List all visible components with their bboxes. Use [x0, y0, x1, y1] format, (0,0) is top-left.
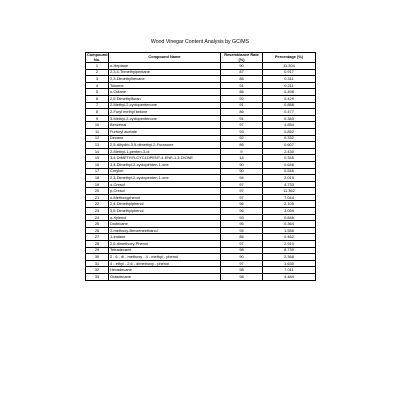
cell-percentage: 11.362 [263, 188, 316, 195]
cell-resemblance-rate: 91 [221, 115, 263, 122]
header-resemblance-rate: Resemblance Rate (%) [221, 53, 263, 63]
cell-compound-no: 27 [86, 234, 109, 241]
cell-compound-name: Hexadecane [109, 267, 221, 274]
cell-percentage: 0.498 [263, 89, 316, 96]
table-row [86, 109, 316, 116]
cell-resemblance-rate: 98 [221, 247, 263, 254]
cell-compound-no: 4 [86, 82, 109, 89]
cell-resemblance-rate: 86 [221, 142, 263, 149]
table-row [86, 260, 316, 267]
cell-percentage: 0.364 [263, 221, 316, 228]
cell-percentage: 0.311 [263, 76, 316, 83]
cell-percentage: 11.304 [263, 63, 316, 70]
cell-compound-no: 31 [86, 260, 109, 267]
cell-compound-name: 2,3-Dimethylhexane [109, 76, 221, 83]
cell-percentage: 0.462 [263, 234, 316, 241]
cell-compound-name: 2,3-Dimethyl-2-cyclopenten-1-one [109, 175, 221, 182]
cell-resemblance-rate: 9 [221, 148, 263, 155]
cell-compound-no: 14 [86, 148, 109, 155]
cell-resemblance-rate: 97 [221, 181, 263, 188]
cell-percentage: 0.332 [263, 135, 316, 142]
table-row [86, 115, 316, 122]
cell-resemblance-rate: 96 [221, 208, 263, 215]
cell-resemblance-rate: 97 [221, 188, 263, 195]
table-row [86, 227, 316, 234]
cell-compound-no: 21 [86, 194, 109, 201]
cell-percentage: 2.015 [263, 175, 316, 182]
cell-compound-name: 3,4-DIMETHYLCYCLOPENT-4-ENE-1,3-DIONE [109, 155, 221, 162]
cell-resemblance-rate: 98 [221, 267, 263, 274]
cell-percentage: 0.345 [263, 155, 316, 162]
table-row [86, 168, 316, 175]
cell-resemblance-rate: 93 [221, 214, 263, 221]
cell-compound-name: 2-methoxy-Benzeneethanol [109, 227, 221, 234]
cell-percentage: 8.730 [263, 247, 316, 254]
cell-percentage: 3.059 [263, 208, 316, 215]
cell-percentage: 1.630 [263, 260, 316, 267]
table-row [86, 274, 316, 281]
cell-compound-name: 1-Indane [109, 234, 221, 241]
cell-resemblance-rate: 86 [221, 76, 263, 83]
cell-percentage: 4.484 [263, 274, 316, 281]
cell-compound-name: o-Methoxyphenol [109, 194, 221, 201]
cell-resemblance-rate: 90 [221, 254, 263, 261]
cell-percentage: 0.477 [263, 109, 316, 116]
cell-compound-name: Corylon [109, 168, 221, 175]
table-row [86, 188, 316, 195]
cell-compound-name: n-Octane [109, 89, 221, 96]
cell-percentage: 0.607 [263, 142, 316, 149]
cell-percentage: 0.917 [263, 69, 316, 76]
cell-compound-name: o-Xylenol [109, 214, 221, 221]
cell-compound-name: 3,5-Dimethylphenol [109, 208, 221, 215]
cell-compound-name: 2,6-dimethoxy-Phenol [109, 241, 221, 248]
cell-percentage: 2.430 [263, 148, 316, 155]
cell-compound-no: 16 [86, 161, 109, 168]
cell-compound-no: 8 [86, 109, 109, 116]
cell-compound-no: 26 [86, 227, 109, 234]
cell-compound-name: 2,5-Dimethylfuran [109, 95, 221, 102]
cell-compound-no: 6 [86, 95, 109, 102]
header-compound-name: Compound Name [109, 53, 221, 63]
cell-percentage: 7.011 [263, 267, 316, 274]
cell-compound-name: 3,4-Dimethyl-2-cyclopenten-1-one [109, 161, 221, 168]
cell-compound-no: 2 [86, 69, 109, 76]
cell-compound-name: 4 - ethyl - 2,6 - dimethoxy - phenol [109, 260, 221, 267]
cell-compound-no: 29 [86, 247, 109, 254]
table-row [86, 241, 316, 248]
cell-compound-no: 9 [86, 115, 109, 122]
cell-compound-no: 10 [86, 122, 109, 129]
cell-percentage: 2.910 [263, 241, 316, 248]
table-row [86, 208, 316, 215]
cell-compound-no: 1 [86, 63, 109, 70]
table-row [86, 175, 316, 182]
cell-resemblance-rate: 98 [221, 274, 263, 281]
cell-resemblance-rate: 92 [221, 95, 263, 102]
table-row [86, 82, 316, 89]
cell-percentage: 0.648 [263, 161, 316, 168]
cell-compound-no: 23 [86, 208, 109, 215]
cell-compound-name: Toluene [109, 82, 221, 89]
table-row [86, 122, 316, 129]
table-row [86, 142, 316, 149]
cell-compound-no: 28 [86, 241, 109, 248]
cell-compound-no: 32 [86, 267, 109, 274]
cell-compound-name: Decane [109, 135, 221, 142]
cell-resemblance-rate: 94 [221, 227, 263, 234]
cell-resemblance-rate: 96 [221, 201, 263, 208]
cell-compound-no: 11 [86, 128, 109, 135]
cell-compound-no: 20 [86, 188, 109, 195]
cell-resemblance-rate: 86 [221, 234, 263, 241]
cell-compound-name: 2,5-dihydro-3,5-dimethyl-2-Furanone [109, 142, 221, 149]
cell-resemblance-rate: 93 [221, 128, 263, 135]
table-row [86, 95, 316, 102]
table-row [86, 247, 316, 254]
table-row [86, 155, 316, 162]
table-row [86, 214, 316, 221]
cell-percentage: 2.105 [263, 201, 316, 208]
table-row [86, 102, 316, 109]
cell-compound-name: Furfuryl acetate [109, 128, 221, 135]
cell-percentage: 4.854 [263, 122, 316, 129]
table-row [86, 181, 316, 188]
cell-compound-no: 22 [86, 201, 109, 208]
cell-resemblance-rate: 90 [221, 168, 263, 175]
table-row [86, 254, 316, 261]
cell-resemblance-rate: 86 [221, 89, 263, 96]
cell-compound-no: 33 [86, 274, 109, 281]
cell-compound-no: 15 [86, 155, 109, 162]
cell-resemblance-rate: 97 [221, 260, 263, 267]
table-row [86, 221, 316, 228]
cell-percentage: 0.888 [263, 102, 316, 109]
cell-compound-name: 2-Methyl-1-penten-3-ol [109, 148, 221, 155]
cell-compound-no: 24 [86, 214, 109, 221]
cell-resemblance-rate: 95 [221, 221, 263, 228]
cell-resemblance-rate: 90 [221, 161, 263, 168]
cell-compound-no: 3 [86, 76, 109, 83]
cell-compound-name: o-Cresol [109, 181, 221, 188]
table-row [86, 89, 316, 96]
cell-percentage: 0.546 [263, 168, 316, 175]
cell-percentage: 0.852 [263, 128, 316, 135]
cell-resemblance-rate: 97 [221, 194, 263, 201]
document-title: Wood Vinegar Content Analysis by GC/MS [150, 39, 250, 45]
cell-percentage: 0.383 [263, 115, 316, 122]
cell-compound-name: Benzenal [109, 122, 221, 129]
cell-compound-no: 25 [86, 221, 109, 228]
table-row [86, 267, 316, 274]
cell-resemblance-rate: 97 [221, 241, 263, 248]
cell-compound-name: 2,4-Dimethylphenol [109, 201, 221, 208]
cell-compound-name: p-Cresol [109, 188, 221, 195]
header-percentage: Percentage (%) [263, 53, 316, 63]
cell-compound-name: 2 , 6 - di - methoxy - 4 - methyl - phenol [109, 254, 221, 261]
cell-percentage: 1.556 [263, 227, 316, 234]
cell-compound-no: 30 [86, 254, 109, 261]
cell-compound-no: 7 [86, 102, 109, 109]
cell-compound-name: n-Heptane [109, 63, 221, 70]
cell-resemblance-rate: 92 [221, 135, 263, 142]
table-header-row [86, 53, 316, 63]
cell-resemblance-rate: 86 [221, 109, 263, 116]
table-row [86, 201, 316, 208]
cell-compound-name: Tetradecane [109, 247, 221, 254]
cell-percentage: 7.044 [263, 194, 316, 201]
header-compound-no: Compound No. [87, 52, 108, 62]
cell-compound-name: 2-Furyl methyl ketone [109, 109, 221, 116]
cell-compound-no: 18 [86, 175, 109, 182]
cell-compound-no: 13 [86, 142, 109, 149]
cell-compound-name: 2-Methyl-2-cyclopentenone [109, 102, 221, 109]
table-row [86, 194, 316, 201]
cell-resemblance-rate: 91 [221, 82, 263, 89]
cell-percentage: 0.211 [263, 82, 316, 89]
cell-percentage: 0.846 [263, 214, 316, 221]
cell-compound-no: 12 [86, 135, 109, 142]
table-row [86, 63, 316, 70]
cell-compound-name: Octadecane [109, 274, 221, 281]
cell-compound-name: 2,3,4-Trimethylpentane [109, 69, 221, 76]
cell-compound-no: 17 [86, 168, 109, 175]
table-row [86, 161, 316, 168]
table-row [86, 135, 316, 142]
cell-resemblance-rate: 97 [221, 122, 263, 129]
cell-compound-no: 19 [86, 181, 109, 188]
cell-percentage: 2.368 [263, 254, 316, 261]
table-row [86, 148, 316, 155]
cell-resemblance-rate: 14 [221, 155, 263, 162]
cell-compound-no: 5 [86, 89, 109, 96]
cell-resemblance-rate: 87 [221, 69, 263, 76]
table-row [86, 128, 316, 135]
compound-table [85, 52, 316, 281]
cell-compound-name: 3-Methyl-2-cyclopentenone [109, 115, 221, 122]
cell-compound-name: Dodecane [109, 221, 221, 228]
table-row [86, 234, 316, 241]
cell-percentage: 0.429 [263, 95, 316, 102]
table-row [86, 76, 316, 83]
cell-resemblance-rate: 91 [221, 102, 263, 109]
cell-percentage: 4.733 [263, 181, 316, 188]
table-row [86, 69, 316, 76]
cell-resemblance-rate: 94 [221, 175, 263, 182]
cell-resemblance-rate: 90 [221, 63, 263, 70]
